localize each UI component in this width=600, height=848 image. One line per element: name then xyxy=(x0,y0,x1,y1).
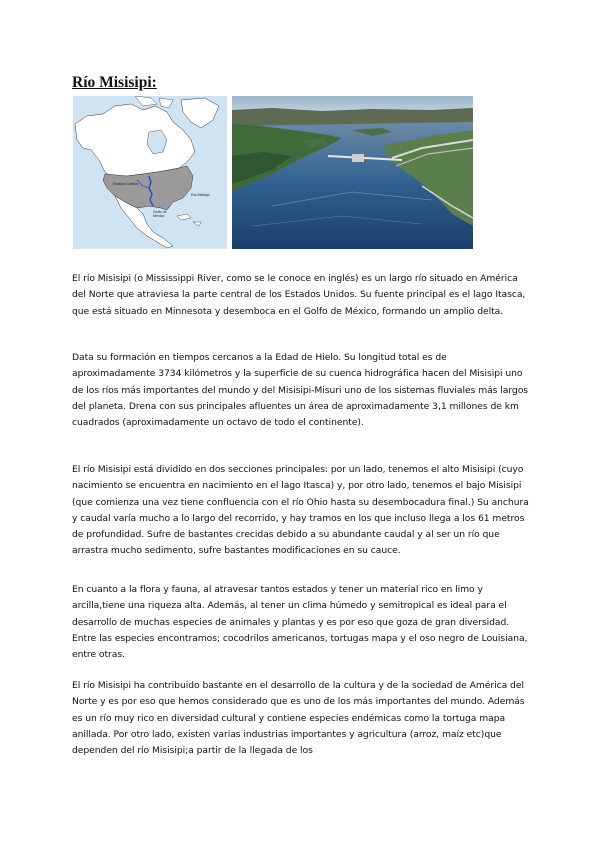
paragraph-2: Data su formación en tiempos cercanos a la Edad de Hielo. Su longitud total es de aproximadamente 3734 kilómetros y la superficie de su cuenca hidrográfica hacen del Misisipi uno de los ríos más importantes del mundo y del Misisipi-Misuri uno de los sistemas fluviales más largos del planeta. Drena con sus principales afluentes un área de aproximadamente 3,1 millones de km cuadrados (aproximadamente un octavo de todo el continente). xyxy=(72,352,529,429)
north-america-map xyxy=(73,96,227,249)
paragraph-3: El río Misisipi está dividido en dos secciones principales: por un lado, tenemos el alto Misisipi (cuyo nacimiento se encuentra en nacimiento en el lago Itasca) y, por otro lado, tenemos el bajo Misisipi (que comienza una vez tiene confluencia con el río Ohio hasta su desembocadura final.) Su anchura y caudal varía mucho a lo largo del recorrido, y hay tramos en los que incluso llega a los 61 metros de profundidad. Sufre de bastantes crecidas debido a su abundante caudal y al ser un río que arrastra mucho sedimento, sufre bastantes modificaciones en su cauce. xyxy=(72,464,529,557)
map-label-country: Estados Unidos xyxy=(113,182,139,186)
paragraph-5: El río Misisipi ha contribuido bastante en el desarrollo de la cultura y de la sociedad de América del Norte y es por eso que hemos considerado que es uno de los más importantes del mundo. Además es un río muy rico en diversidad cultural y contiene especies endémicas como la tortuga mapa anillada. Por otro lado, existen varias industrias importantes y agricultura (arroz, maíz etc)que dependen del río Misisipi;a partir de la llegada de los xyxy=(72,680,525,757)
map-label-river: Río Misisipi xyxy=(191,193,210,197)
map-label-gulf: Golfo de México xyxy=(153,210,167,218)
paragraph-1: El río Misisipi (o Mississippi River, como se le conoce en inglés) es un largo río situado en América del Norte que atraviesa la parte central de los Estados Unidos. Su fuente principal es el lago Itasca, que está situado en Minnesota y desemboca en el Golfo de México, formando un amplio delta. xyxy=(72,273,526,317)
river-aerial-photo-icon xyxy=(232,96,473,249)
river-aerial-photo xyxy=(232,96,473,249)
page-title: Río Misisipi: xyxy=(72,74,157,91)
paragraph-4: En cuanto a la flora y fauna, al atravesar tantos estados y tener un material rico en limo y arcilla,tiene una riqueza alta. Además, al tener un clima húmedo y semitropical es ideal para el desarrollo de muchas especies de animales y plantas y es por eso que goza de gran diversidad. Entre las especies encontramos; cocodrilos americanos, tortugas mapa y el oso negro de Louisiana, entre otras. xyxy=(72,584,528,661)
north-america-map-icon xyxy=(73,96,227,249)
